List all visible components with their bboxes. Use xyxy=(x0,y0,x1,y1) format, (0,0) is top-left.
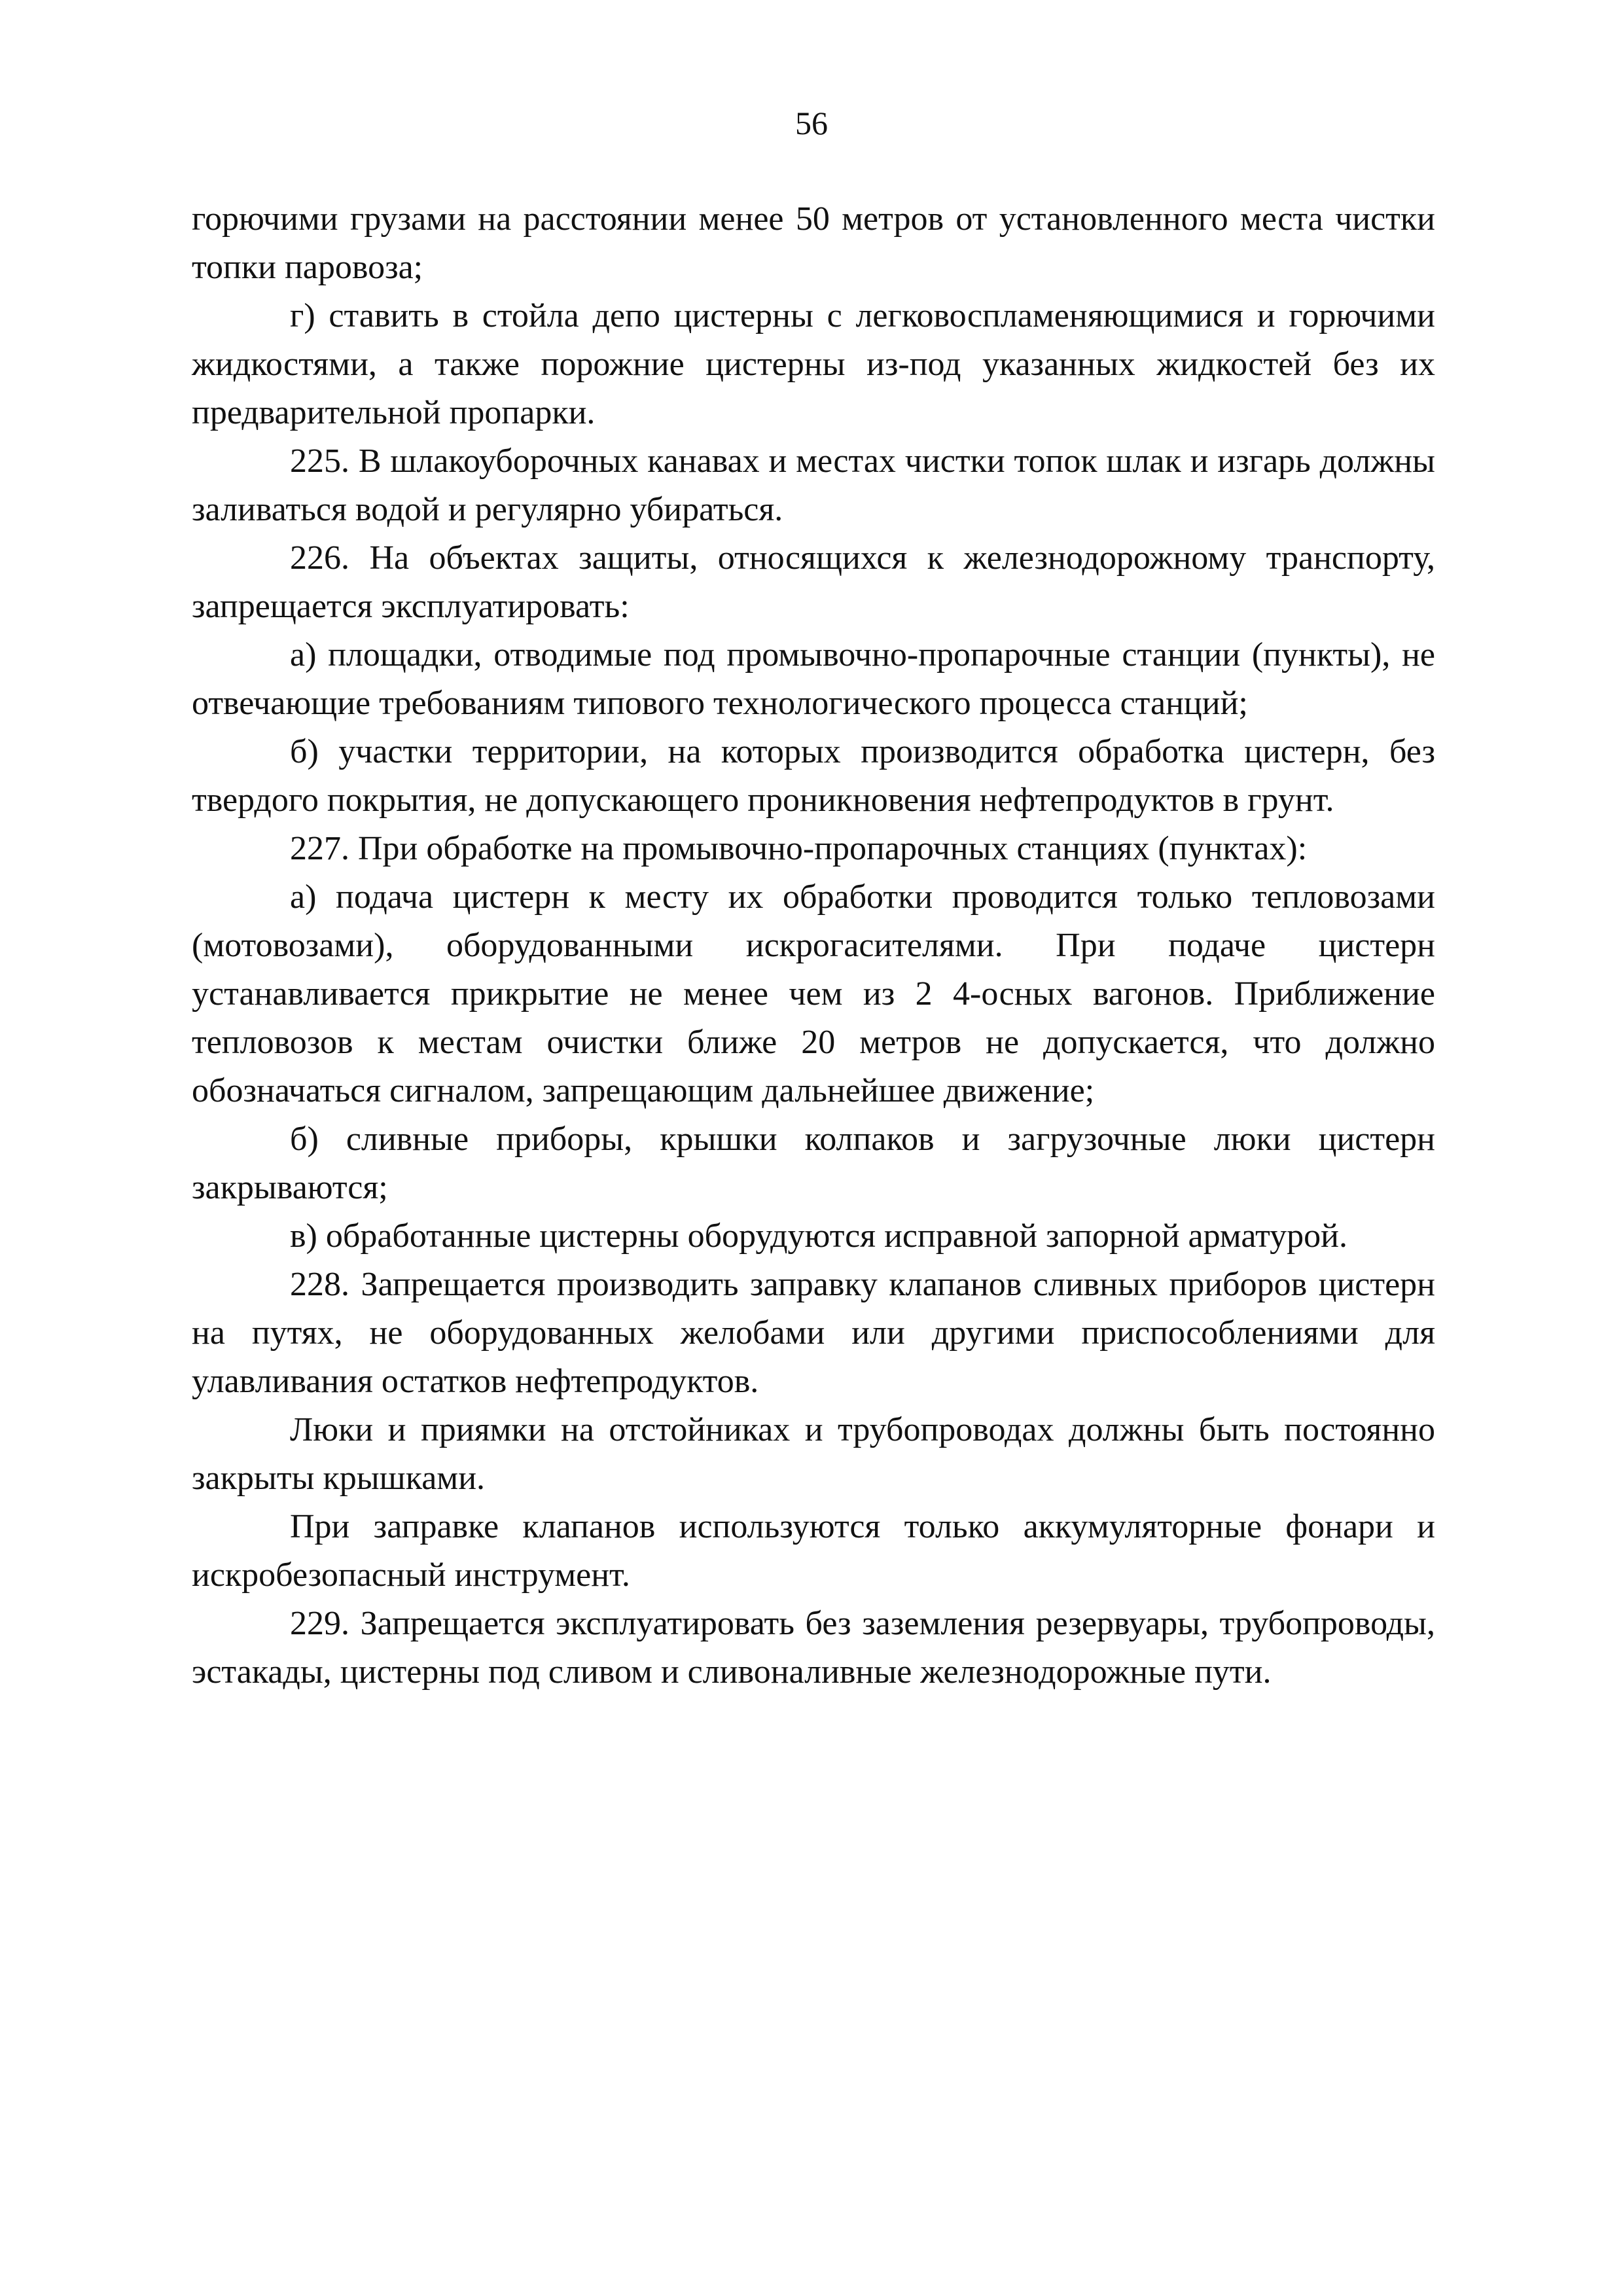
paragraph-point-226-a: а) площадки, отводимые под промывочно-пропарочные станции (пункты), не отвечающие требованиям типового технологического процесса станций; xyxy=(192,636,1435,722)
paragraph-point-226: 226. На объектах защиты, относящихся к железнодорожному транспорту, запрещается эксплуатировать: xyxy=(192,539,1435,625)
paragraph-point-227: 227. При обработке на промывочно-пропарочных станциях (пунктах): xyxy=(290,830,1308,867)
paragraph-point-227-a: а) подача цистерн к месту их обработки проводится только тепловозами (мотовозами), оборудованными искрогасителями. При подаче цистерн устанавливается прикрытие не менее чем из 2 4-осных вагонов. Приближение тепловозов к местам очистки ближе 20 метров не допускается, что должно обозначаться сигналом, запрещающим дальнейшее движение; xyxy=(192,878,1435,1109)
document-body xyxy=(192,195,1435,1696)
paragraph-point-228: 228. Запрещается производить заправку клапанов сливных приборов цистерн на путях, не оборудованных желобами или другими приспособлениями для улавливания остатков нефтепродуктов. xyxy=(192,1266,1435,1400)
paragraph-continuation: горючими грузами на расстоянии менее 50 метров от установленного места чистки топки паровоза; xyxy=(192,200,1435,286)
paragraph-point-225: 225. В шлакоуборочных канавах и местах чистки топок шлак и изгарь должны заливаться водой и регулярно убираться. xyxy=(192,442,1435,528)
paragraph-point-228-hatches: Люки и приямки на отстойниках и трубопроводах должны быть постоянно закрыты крышками. xyxy=(192,1411,1435,1497)
page-number: 56 xyxy=(795,105,828,141)
paragraph-point-227-b: б) сливные приборы, крышки колпаков и загрузочные люки цистерн закрываются; xyxy=(192,1121,1435,1206)
paragraph-item-g: г) ставить в стойла депо цистерны с легковоспламеняющимися и горючими жидкостями, а также порожние цистерны из-под указанных жидкостей без их предварительной пропарки. xyxy=(192,297,1435,431)
paragraph-point-229: 229. Запрещается эксплуатировать без заземления резервуары, трубопроводы, эстакады, цистерны под сливом и сливоналивные железнодорожные пути. xyxy=(192,1605,1435,1691)
paragraph-point-227-v: в) обработанные цистерны оборудуются исправной запорной арматурой. xyxy=(290,1217,1347,1255)
paragraph-point-226-b: б) участки территории, на которых производится обработка цистерн, без твердого покрытия, не допускающего проникновения нефтепродуктов в грунт. xyxy=(192,733,1435,819)
paragraph-point-228-valves: При заправке клапанов используются только аккумуляторные фонари и искробезопасный инструмент. xyxy=(192,1508,1435,1594)
